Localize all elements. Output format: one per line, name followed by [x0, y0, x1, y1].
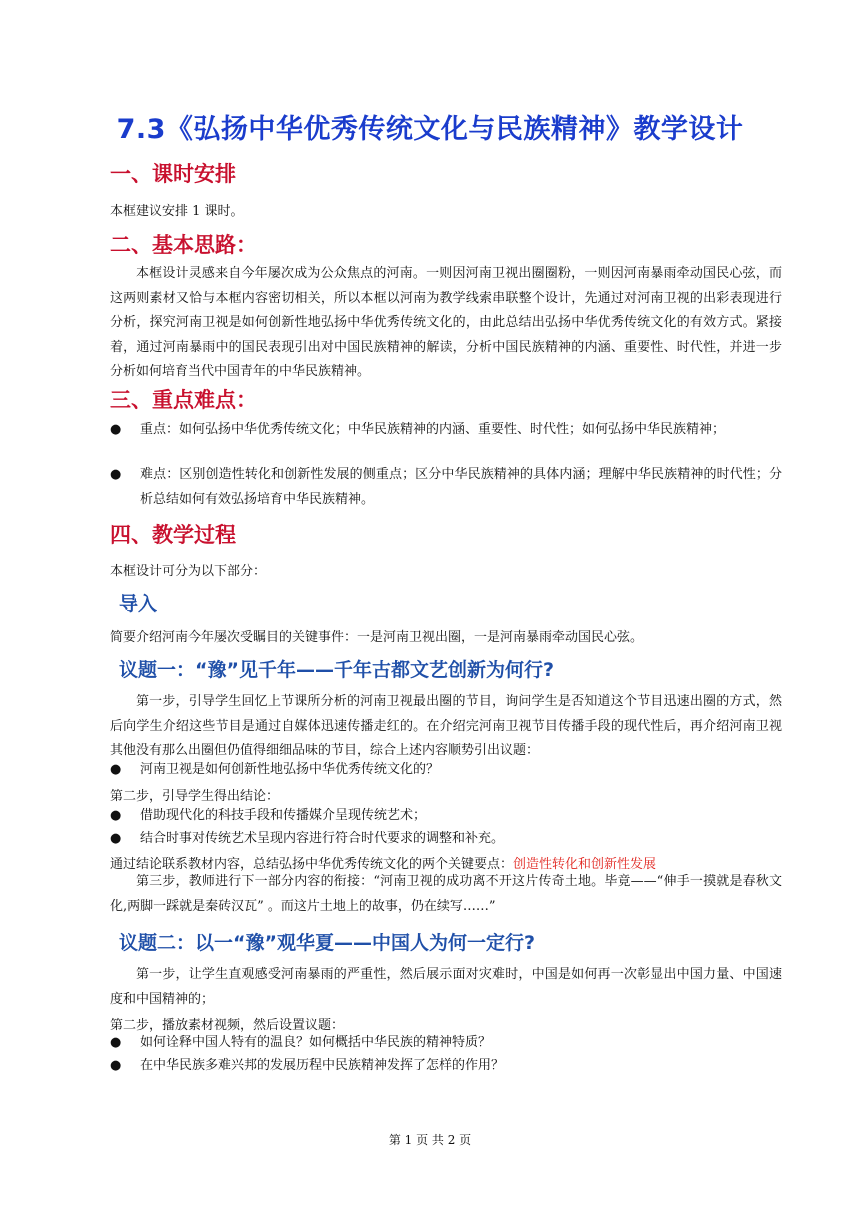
conclusion-text: 结合时事对传统艺术呈现内容进行符合时代要求的调整和补充。	[140, 831, 505, 846]
topic2-question-item	[110, 1031, 782, 1056]
bullet-icon: ●	[110, 808, 122, 823]
process-intro: 本框设计可分为以下部分：	[110, 564, 267, 579]
bullet-icon: ●	[110, 467, 122, 482]
topic2-step2: 第二步，播放素材视频，然后设置议题：	[110, 1018, 345, 1033]
key-point-text: 重点：如何弘扬中华优秀传统文化；中华民族精神的内涵、重要性、时代性；如何弘扬中华民族精神；	[140, 422, 726, 437]
topic1-step2: 第二步，引导学生得出结论：	[110, 789, 280, 804]
topic2-step1: 第一步，让学生直观感受河南暴雨的严重性，然后展示面对灾难时，中国是如何再一次彰显出中国力量、中国速度和中国精神的；	[110, 967, 782, 1007]
bullet-icon: ●	[110, 762, 122, 777]
topic1-step1: 第一步，引导学生回忆上节课所分析的河南卫视最出圈的节目，询问学生是否知道这个节目迅速出圈的方式，然后向学生介绍这些节目是通过自媒体迅速传播走红的。在介绍完河南卫视节目传播手段的现代性后，再介绍河南卫视其他没有那么出圈但仍值得细细品味的节目，综合上述内容顺势引出议题：	[110, 694, 782, 758]
difficulty-text: 难点：区别创造性转化和创新性发展的侧重点；区分中华民族精神的具体内涵；理解中华民族精神的时代性；分析总结如何有效弘扬培育中华民族精神。	[140, 467, 782, 507]
page-footer: 第 1 页 共 2 页	[388, 1133, 472, 1147]
document-title: 7.3《弘扬中华优秀传统文化与民族精神》教学设计	[116, 114, 744, 145]
bullet-icon: ●	[110, 1035, 122, 1050]
difficulty-item	[110, 463, 782, 512]
section-heading-key-points: 三、重点难点：	[110, 388, 257, 412]
schedule-text: 本框建议安排 1 课时。	[110, 204, 244, 219]
topic2-question-item	[110, 1054, 782, 1079]
summary-prefix: 通过结论联系教材内容，总结弘扬中华优秀传统文化的两个关键要点：	[110, 857, 514, 872]
approach-paragraph: 本框设计灵感来自今年屡次成为公众焦点的河南。一则因河南卫视出圈圈粉，一则因河南暴雨牵动国民心弦，而这两则素材又恰与本框内容密切相关，所以本框以河南为教学线索串联整个设计，先通过对河南卫视的出彩表现进行分析，探究河南卫视是如何创新性地弘扬中华优秀传统文化的，由此总结出弘扬中华优秀传统文化的有效方式。紧接着，通过河南暴雨中的国民表现引出对中国民族精神的解读，分析中国民族精神的内涵、重要性、时代性，并进一步分析如何培育当代中国青年的中华民族精神。	[110, 266, 782, 379]
topic1-heading: 议题一：“豫”见千年——千年古都文艺创新为何行?	[119, 659, 554, 681]
bullet-icon: ●	[110, 831, 122, 846]
section-heading-schedule: 一、课时安排	[110, 162, 236, 186]
section-heading-process: 四、教学过程	[110, 523, 236, 547]
conclusion-item	[110, 804, 782, 829]
intro-heading: 导入	[119, 593, 158, 615]
topic1-question-item	[110, 758, 782, 783]
topic1-question: 河南卫视是如何创新性地弘扬中华优秀传统文化的？	[140, 762, 440, 777]
bullet-icon: ●	[110, 1058, 122, 1073]
intro-text: 简要介绍河南今年屡次受瞩目的关键事件：一是河南卫视出圈，一是河南暴雨牵动国民心弦。	[110, 630, 644, 645]
topic2-heading: 议题二：以一“豫”观华夏——中国人为何一定行?	[119, 932, 535, 954]
summary-highlight: 创造性转化和创新性发展	[513, 857, 657, 872]
topic2-question: 如何诠释中国人特有的温良？如何概括中华民族的精神特质？	[140, 1035, 492, 1050]
conclusion-item	[110, 827, 782, 852]
topic2-question: 在中华民族多难兴邦的发展历程中民族精神发挥了怎样的作用？	[140, 1058, 505, 1073]
section-heading-approach: 二、基本思路：	[110, 233, 257, 257]
key-point-item	[110, 418, 782, 443]
conclusion-text: 借助现代化的科技手段和传播媒介呈现传统艺术；	[140, 808, 427, 823]
bullet-icon: ●	[110, 422, 122, 437]
topic1-step3: 第三步，教师进行下一部分内容的衔接：“河南卫视的成功离不开这片传奇土地。毕竟——“伸手一摸就是春秋文化,两脚一踩就是秦砖汉瓦” 。而这片土地上的故事，仍在续写……”	[110, 874, 782, 914]
